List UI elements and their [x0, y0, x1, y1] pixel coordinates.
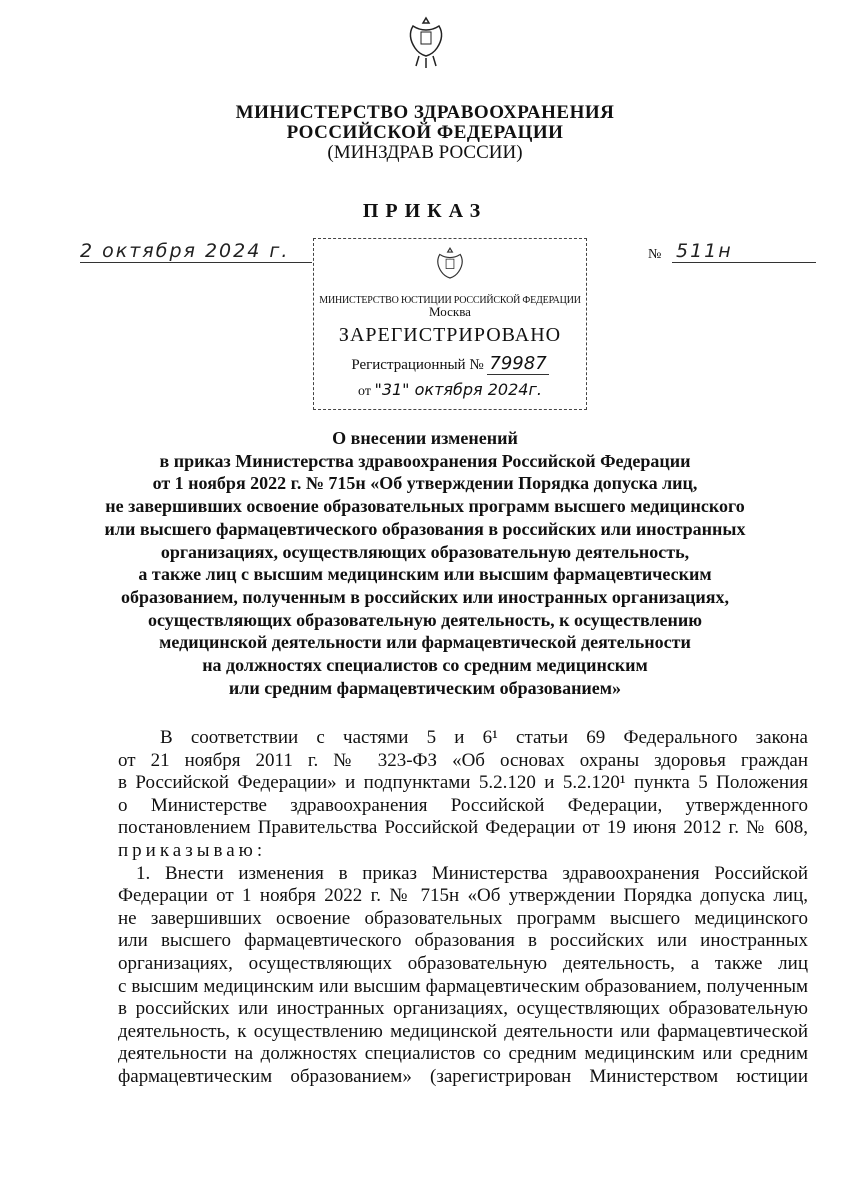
body-line: фармацевтическим образованием» (зарегистрирован Министерством юстиции — [118, 1065, 808, 1087]
number-label: № — [648, 247, 662, 262]
body-line: 1. Внести изменения в приказ Министерства здравоохранения Российской — [136, 862, 808, 884]
body-line: постановлением Правительства Российской Федерации от 19 июня 2012 г. № 608, — [118, 817, 808, 839]
reg-label: Регистрационный № — [351, 357, 484, 373]
body-line: с высшим медицинским или высшим фармацевтическим образованием, полученным — [118, 975, 808, 997]
stamp-city: Москва — [429, 304, 471, 319]
title-line: образованием, полученным в российских или иностранных организациях, — [120, 586, 730, 607]
title-line: в приказ Министерства здравоохранения Российской Федерации — [159, 450, 691, 471]
body-line: в Российской Федерации» и подпунктами 5.2.120 и 5.2.120¹ пункта 5 Положения — [118, 772, 808, 794]
state-emblem-icon — [405, 14, 447, 70]
order-title — [90, 427, 760, 699]
body-line: от 21 ноября 2011 г. № 323-ФЗ «Об основах охраны здоровья граждан — [118, 749, 808, 771]
title-line: или высшего фармацевтического образования в российских или иностранных — [104, 518, 746, 539]
title-line: на должностях специалистов со средним медицинским — [202, 655, 648, 676]
body-line: не завершивших освоение образовательных программ высшего медицинского — [118, 907, 808, 929]
title-line: организациях, осуществляющих образовательную деятельность, — [160, 541, 690, 562]
registration-stamp — [313, 238, 587, 410]
title-line: или средним фармацевтическим образованием» — [228, 677, 622, 698]
order-body — [118, 727, 808, 1089]
body-line: организациях, осуществляющих образовательную деятельность, а также лиц — [118, 952, 808, 974]
ministry-name-line2: РОССИЙСКОЙ ФЕДЕРАЦИИ — [286, 122, 564, 143]
reg-date: "31" октября 2024г. — [374, 380, 542, 399]
ministry-short-name: (МИНЗДРАВ РОССИИ) — [327, 142, 523, 163]
ministry-name-line1: МИНИСТЕРСТВО ЗДРАВООХРАНЕНИЯ — [235, 102, 615, 123]
stamp-date-line — [314, 380, 586, 400]
body-line: В соответствии с частями 5 и 6¹ статьи 69 Федерального закона — [160, 727, 808, 748]
order-date: 2 октября 2024 г. — [80, 240, 312, 263]
document-type: ПРИКАЗ — [362, 200, 488, 222]
body-line: в российских или иностранных организациях, осуществляющих образовательную — [118, 998, 808, 1020]
stamp-ministry: МИНИСТЕРСТВО ЮСТИЦИИ РОССИЙСКОЙ ФЕДЕРАЦИИ — [319, 295, 581, 306]
title-line: не завершивших освоение образовательных программ высшего медицинского — [105, 496, 745, 517]
body-line: деятельность, к осуществлению медицинской деятельности или фармацевтической — [118, 1020, 808, 1042]
stamp-emblem-icon — [433, 245, 467, 289]
title-line: от 1 ноября 2022 г. № 715н «Об утверждении Порядка допуска лиц, — [152, 473, 698, 494]
body-line: приказываю: — [118, 839, 267, 861]
title-line: медицинской деятельности или фармацевтической деятельности — [159, 632, 691, 653]
body-line: о Министерстве здравоохранения Российской Федерации, утвержденного — [118, 794, 808, 816]
body-line: или высшего фармацевтического образования в российских или иностранных — [118, 930, 808, 952]
body-line: деятельности на должностях специалистов со средним медицинским или средним — [118, 1043, 808, 1065]
title-line: осуществляющих образовательную деятельность, к осуществлению — [147, 609, 703, 630]
order-number: 511н — [672, 240, 816, 263]
title-line: а также лиц с высшим медицинским или высшим фармацевтическим — [138, 564, 712, 585]
title-line: О внесении изменений — [332, 428, 518, 448]
stamp-status: ЗАРЕГИСТРИРОВАНО — [338, 324, 562, 346]
reg-number: 79987 — [489, 353, 547, 374]
reg-date-prefix: от — [358, 384, 371, 399]
body-line: Федерации от 1 ноября 2022 г. № 715н «Об утверждении Порядка допуска лиц, — [118, 885, 808, 907]
stamp-reg-line — [314, 353, 586, 374]
